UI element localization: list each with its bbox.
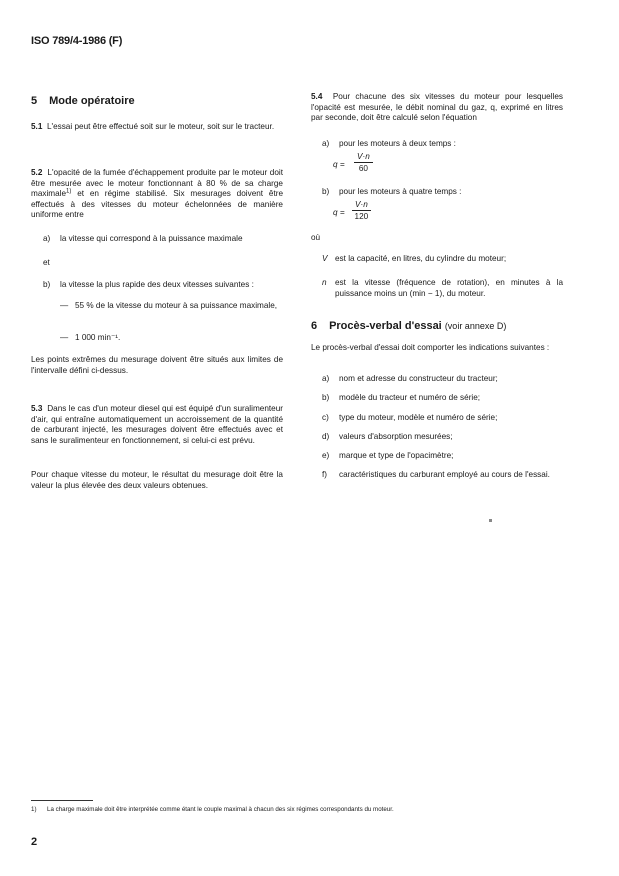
item-b-label: b) <box>43 280 51 289</box>
report-list-item-e <box>322 451 563 462</box>
footnote-rule <box>31 800 93 801</box>
footnote-label: 1) <box>31 806 37 813</box>
v-symbol: V <box>322 254 328 263</box>
item-a-label: a) <box>43 234 51 243</box>
dash-item-2-text: 1 000 min⁻¹. <box>75 333 121 342</box>
dash-item-1 <box>60 301 283 312</box>
report-item-f-text: caractéristiques du carburant employé au cours de l'essai. <box>339 470 550 479</box>
report-list-item-a <box>322 374 563 385</box>
report-item-b-label: b) <box>322 393 330 402</box>
item-a <box>43 234 283 245</box>
section-5-1-text: L'essai peut être effectué soit sur le moteur, soit sur le tracteur. <box>46 122 275 131</box>
section-5-2-text-b: et en régime stabilisé. Six mesurages doivent être effectués à des vitesses du moteur échelonnées de manière uniforme entre <box>31 189 283 220</box>
report-list-item-c <box>322 413 563 424</box>
equation-a-denominator: 60 <box>358 164 368 173</box>
report-item-e-label: e) <box>322 451 330 460</box>
item-b-text: la vitesse la plus rapide des deux vitesses suivantes : <box>60 280 254 289</box>
report-item-d-text: valeurs d'absorption mesurées; <box>339 432 453 441</box>
section-5-title: Mode opératoire <box>49 95 135 107</box>
equation-a-lhs-text: q = <box>333 160 345 169</box>
equation-b-text: pour les moteurs à quatre temps : <box>339 187 462 196</box>
item-a-text: la vitesse qui correspond à la puissance maximale <box>60 234 243 243</box>
equation-a-fraction <box>354 152 373 173</box>
report-item-a-text: nom et adresse du constructeur du tracteur; <box>339 374 498 383</box>
footnote-ref: 1) <box>66 188 72 195</box>
section-5-3-paragraph <box>31 404 283 446</box>
report-list-item-d <box>322 432 563 443</box>
n-definition-text: est la vitesse (fréquence de rotation), en minutes à la puissance moins un (min − 1), du moteur. <box>335 278 563 298</box>
equation-b-fraction <box>352 200 371 221</box>
footnote-text: La charge maximale doit être interprétée comme étant le couple maximal à chacun des six régimes correspondants du moteur. <box>47 806 394 813</box>
section-5-2-text-a: L'opacité de la fumée d'échappement produite par le moteur doit être mesurée avec le moteur fonctionnant à 80 % de sa charge maximale <box>31 168 283 199</box>
et-conjunction: et <box>43 258 50 267</box>
equation-b-label: b) <box>322 187 330 196</box>
section-6-number: 6 <box>311 320 318 332</box>
scan-mark <box>489 519 492 522</box>
equation-b-lhs <box>333 208 345 219</box>
section-5-4-paragraph <box>311 92 563 124</box>
report-item-f-label: f) <box>322 470 328 479</box>
section-6-intro: Le procès-verbal d'essai doit comporter les indications suivantes : <box>311 343 550 352</box>
equation-a-text: pour les moteurs à deux temps : <box>339 139 456 148</box>
n-definition <box>322 278 563 299</box>
item-b <box>43 280 283 291</box>
dash-item-2 <box>60 333 283 344</box>
section-5-4-text: Pour chacune des six vitesses du moteur pour lesquelles l'opacité est mesurée, le débit nominal du gaz, q, exprimé en litres par seconde, doit être calculé selon l'équation <box>311 92 563 123</box>
section-5-1-paragraph <box>31 122 283 133</box>
equation-b-denominator: 120 <box>354 212 369 221</box>
equation-a-numerator: V·n <box>354 152 373 163</box>
report-list-item-b <box>322 393 563 404</box>
dash-2: — <box>60 333 69 342</box>
page-number: 2 <box>31 836 38 848</box>
section-5-2-paragraph <box>31 168 283 221</box>
chaque-paragraph: Pour chaque vitesse du moteur, le résultat du mesurage doit être la valeur la plus élevée des deux valeurs obtenues. <box>31 470 283 490</box>
dash-item-1-text: 55 % de la vitesse du moteur à sa puissance maximale, <box>75 301 278 310</box>
equation-a-intro <box>322 139 456 150</box>
section-5-1-number: 5.1 <box>31 122 43 131</box>
n-symbol: n <box>322 278 327 287</box>
section-5-3-text: Dans le cas d'un moteur diesel qui est équipé d'un suralimenteur d'air, qui entraîne automatiquement un accroissement de la quantité de carburant injecté, les mesurages doivent être effectués avec et sans le suralimenteur en fonctionnement, si celui-ci est prévu. <box>31 404 283 445</box>
footnote <box>31 806 394 813</box>
report-list-item-f <box>322 470 563 481</box>
section-5-2-number: 5.2 <box>31 168 43 177</box>
extremes-paragraph: Les points extrêmes du mesurage doivent être situés aux limites de l'intervalle défini ci-dessus. <box>31 355 283 375</box>
section-5-4-number: 5.4 <box>311 92 323 101</box>
section-5-3-number: 5.3 <box>31 404 43 413</box>
equation-a-lhs <box>333 160 345 171</box>
section-5-number: 5 <box>31 95 38 107</box>
section-6-title: Procès-verbal d'essai <box>329 320 442 332</box>
report-item-d-label: d) <box>322 432 330 441</box>
report-item-b-text: modèle du tracteur et numéro de série; <box>339 393 481 402</box>
ou-word: où <box>311 233 321 242</box>
report-item-c-label: c) <box>322 413 329 422</box>
document-id-header: ISO 789/4-1986 (F) <box>31 35 123 47</box>
report-item-c-text: type du moteur, modèle et numéro de série; <box>339 413 498 422</box>
report-item-e-text: marque et type de l'opacimètre; <box>339 451 454 460</box>
v-definition <box>322 254 563 265</box>
equation-a-label: a) <box>322 139 330 148</box>
section-5-heading <box>31 95 135 107</box>
equation-b-intro <box>322 187 461 198</box>
v-definition-text: est la capacité, en litres, du cylindre du moteur; <box>335 254 507 263</box>
section-6-heading <box>311 320 506 332</box>
equation-b-numerator: V·n <box>352 200 371 211</box>
dash-1: — <box>60 301 69 310</box>
equation-b-lhs-text: q = <box>333 208 345 217</box>
section-6-subtitle: (voir annexe D) <box>444 321 507 331</box>
report-item-a-label: a) <box>322 374 330 383</box>
